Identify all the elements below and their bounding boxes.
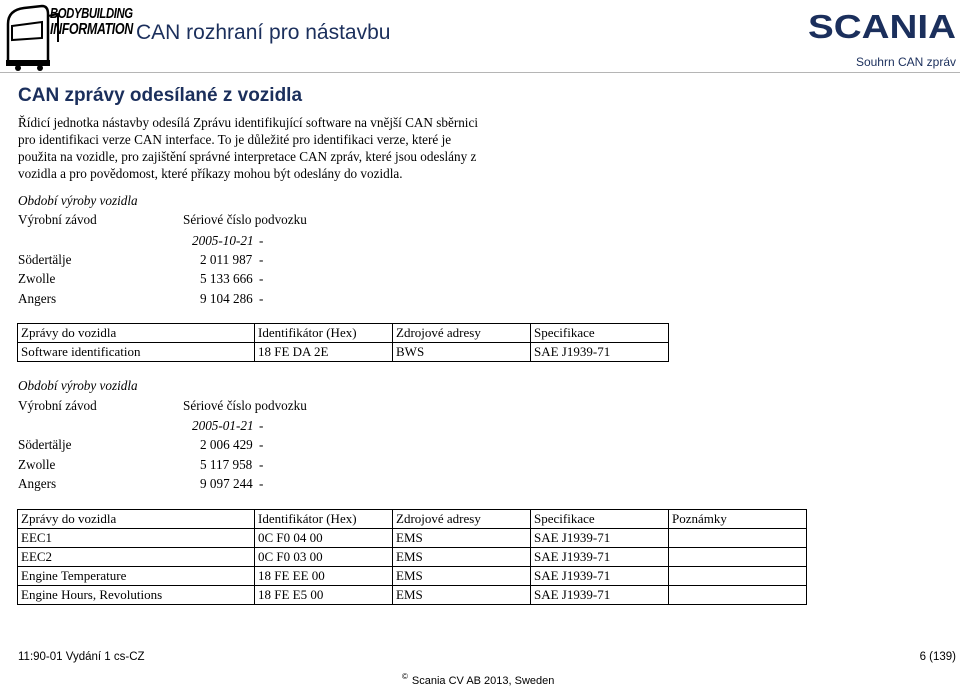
table-cell: 0C F0 03 00 (255, 548, 393, 567)
table-cell: EMS (393, 548, 531, 567)
page-number: 6 (139) (919, 651, 956, 663)
table-cell: 0C F0 04 00 (255, 529, 393, 548)
production-period-label: Období výroby vozidla (18, 378, 138, 393)
column-header: Zdrojové adresy (393, 510, 531, 529)
table-cell: Software identification (18, 343, 255, 362)
dash: - (259, 457, 264, 472)
logo-text-line1: BODYBUILDING (50, 6, 133, 22)
column-header: Specifikace (531, 324, 669, 343)
copyright (402, 672, 554, 687)
column-header: Zprávy do vozidla (18, 324, 255, 343)
table-row (18, 529, 807, 548)
dash: - (259, 418, 264, 433)
dash: - (259, 271, 264, 286)
scania-wordmark: SCANIA (808, 10, 956, 44)
table-cell: BWS (393, 343, 531, 362)
date-value: 2005-01-21 (192, 418, 254, 433)
table-cell: EMS (393, 567, 531, 586)
table-header-row (18, 510, 807, 529)
plant-label: Výrobní závod (18, 398, 97, 413)
dash: - (259, 437, 264, 452)
dash: - (259, 291, 264, 306)
bodybuilding-information-logo (2, 2, 133, 72)
table-row (18, 567, 807, 586)
column-header: Poznámky (669, 510, 807, 529)
serial-number: 5 133 666 (200, 271, 253, 286)
table-cell: SAE J1939-71 (531, 567, 669, 586)
table-cell: SAE J1939-71 (531, 529, 669, 548)
header-divider (0, 72, 960, 73)
table-row (18, 548, 807, 567)
serial-number: 9 097 244 (200, 476, 253, 491)
serial-label: Sériové číslo podvozku (183, 212, 307, 227)
table-cell: SAE J1939-71 (531, 343, 669, 362)
serial-number: 2 011 987 (200, 252, 253, 267)
column-header: Zdrojové adresy (393, 324, 531, 343)
table-cell: 18 FE DA 2E (255, 343, 393, 362)
serial-label: Sériové číslo podvozku (183, 398, 307, 413)
document-title: CAN rozhraní pro nástavbu (136, 21, 391, 44)
table-cell (669, 586, 807, 605)
messages-table-2 (17, 509, 807, 605)
serial-number: 9 104 286 (200, 291, 253, 306)
column-header: Zprávy do vozidla (18, 510, 255, 529)
copyright-text: Scania CV AB 2013, Sweden (411, 675, 555, 687)
plant-label: Výrobní závod (18, 212, 97, 227)
table-cell: 18 FE E5 00 (255, 586, 393, 605)
table-cell: EMS (393, 529, 531, 548)
messages-table-1 (17, 323, 669, 362)
plant-name: Zwolle (18, 457, 56, 472)
section-label: Souhrn CAN zpráv (855, 55, 956, 69)
table-cell: Engine Temperature (18, 567, 255, 586)
table-cell: EMS (393, 586, 531, 605)
plant-name: Zwolle (18, 271, 56, 286)
table-row (18, 586, 807, 605)
table-cell: EEC2 (18, 548, 255, 567)
dash: - (259, 476, 264, 491)
serial-number: 2 006 429 (200, 437, 253, 452)
column-header: Specifikace (531, 510, 669, 529)
document-id: 11:90-01 Vydání 1 cs-CZ (18, 651, 145, 663)
plant-name: Angers (18, 476, 57, 491)
serial-number: 5 117 958 (200, 457, 253, 472)
table-row (18, 343, 669, 362)
date-value: 2005-10-21 (192, 233, 254, 248)
table-cell (669, 567, 807, 586)
table-cell: Engine Hours, Revolutions (18, 586, 255, 605)
table-cell: SAE J1939-71 (531, 586, 669, 605)
table-header-row (18, 324, 669, 343)
column-header: Identifikátor (Hex) (255, 510, 393, 529)
table-cell: EEC1 (18, 529, 255, 548)
column-header: Identifikátor (Hex) (255, 324, 393, 343)
table-cell (669, 548, 807, 567)
table-cell (669, 529, 807, 548)
copyright-symbol: © (402, 672, 408, 681)
scania-logo (808, 10, 958, 44)
table-cell: SAE J1939-71 (531, 548, 669, 567)
production-period-label: Období výroby vozidla (18, 193, 138, 208)
page-heading: CAN zprávy odesílané z vozidla (18, 85, 303, 106)
plant-name: Angers (18, 291, 57, 306)
plant-name: Södertälje (18, 437, 72, 452)
table-cell: 18 FE EE 00 (255, 567, 393, 586)
dash: - (259, 252, 264, 267)
logo-text-line2: INFORMATION (50, 21, 133, 38)
dash: - (259, 233, 264, 248)
intro-paragraph: Řídicí jednotka nástavby odesílá Zprávu identifikující software na vnější CAN sběrnici pro identifikaci verze CAN interface. To je důležité pro identifikaci verze, které je použita na vozidle, pro zajištění správné interpretace CAN zpráv, které jsou odeslány z vozidla a pro povědomost, které příkazy mohou být odeslány do vozidla. (18, 115, 478, 181)
plant-name: Södertälje (18, 252, 72, 267)
